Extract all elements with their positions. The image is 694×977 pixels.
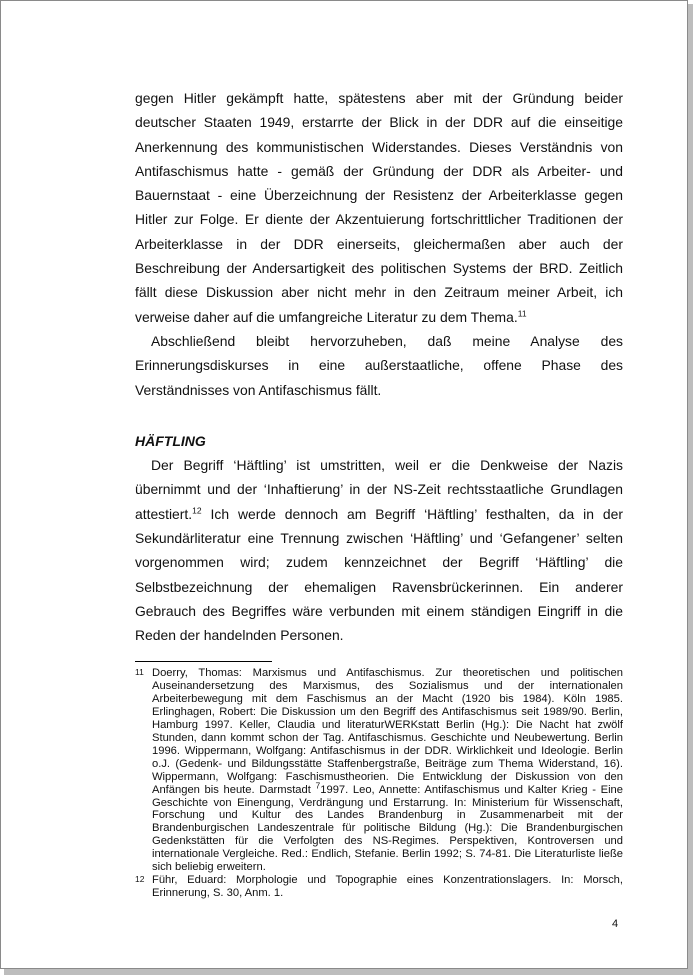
footnote-separator (135, 661, 272, 662)
paragraph-antifaschismus-ddr (135, 86, 623, 329)
footnote-11 (135, 667, 623, 874)
footnote-superscript: 7 (315, 779, 321, 790)
page-shadow-right (688, 4, 693, 971)
paragraph-text-part2: Ich werde dennoch am Begriff ‘Häftling’ festhalten, da in der Sekundärliteratur eine Trennung zwischen ‘Häftling’ und ‘Gefangener’ selten vorgenommen wird; zudem kennzeichnet der Begriff ‘Häftling’ die Selbstbezeichnung der ehemaligen Ravensbrückerinnen. Ein anderer Gebrauch des Begriffes wäre verbunden mit einem ständigen Eingriff in die Reden der handelnden Personen. (135, 505, 623, 644)
paragraph-abschliessend: Abschließend bleibt hervorzuheben, daß meine Analyse des Erinnerungsdiskurses in eine außerstaatliche, offene Phase des Verständnisses von Antifaschismus fällt. (135, 332, 623, 398)
section-heading-haeftling: HÄFTLING (135, 432, 206, 449)
paragraph-text-part1: Der Begriff ‘Häftling’ ist umstritten, weil er die Denkweise der Nazis übernimmt und der ‘Inhaftierung’ in der NS-Zeit rechtsstaatliche Grundlagen attestiert. (135, 457, 623, 522)
footnote-text: Führ, Eduard: Morphologie und Topographie eines Konzentrationslagers. In: Morsch, Erinnerung, S. 30, Anm. 1. (152, 874, 623, 900)
footnote-12 (135, 874, 623, 900)
page-body (135, 86, 623, 648)
footnote-ref-12[interactable]: 12 (192, 505, 202, 516)
footnote-text: Doerry, Thomas: Marxismus und Antifaschismus. Zur theoretischen und politischen Auseinandersetzung des Marxismus, des Sozialismus und der internationalen Arbeiterbewegung mit dem Faschismus an der Macht (1920 bis 1984). Köln 1985. Erlinghagen, Robert: Die Diskussion um den Begriff des Antifaschismus seit 1989/90. Berlin, Hamburg 1997. Keller, Claudia und literaturWERKstatt Berlin (Hg.): Die Nacht hat zwölf Stunden, dann kommt schon der Tag. Antifaschismus. Geschichte und Neubewertung. Berlin 1996. Wippermann, Wolfgang: Antifaschismus in der DDR. Wirklichkeit und Ideologie. Berlin o.J. (Gedenk- und Bildungsstätte Staffenbergstraße, Beiträge zum Thema Widerstand, 16). Wippermann, Wolfgang: Faschismustheorien. Die Entwicklung der Diskussion von den Anfängen bis heute. Darmstadt (152, 667, 623, 796)
footnote-number: 12 (135, 874, 145, 885)
footnote-number: 11 (135, 667, 144, 677)
footnotes-area (135, 661, 623, 900)
page-shadow-bottom (4, 969, 693, 975)
footnote-ref-11[interactable]: 11 (517, 308, 527, 319)
paragraph-haeftling (135, 453, 623, 647)
paragraph-text: gegen Hitler gekämpft hatte, spätestens aber mit der Gründung beider deutscher Staaten 1949, erstarrte der Blick in der DDR auf die einseitige Anerkennung des kommunistischen Widerstandes. Dieses Verständnis von Antifaschismus hatte - gemäß der Gründung der DDR als Arbeiter- und Bauernstaat - eine Überzeichnung der Resistenz der Arbeiterklasse gegen Hitler zur Folge. Er diente der Akzentuierung fortschrittlicher Traditionen der Arbeiterklasse in der DDR einerseits, gleichermaßen aber auch der Beschreibung der Andersartigkeit des politischen Systems der BRD. Zeitlich fällt diese Diskussion aber nicht mehr in den Zeitraum meiner Arbeit, ich verweise daher auf die umfangreiche Literatur zu dem Thema. (135, 90, 623, 325)
footnote-text-cont: 1997. Leo, Annette: Antifaschismus und Kalter Krieg - Eine Geschichte von Einengung, Verdrängung und Erstarrung. In: Ministerium für Wissenschaft, Forschung und Kultur des Landes Brandenburg in Zusammenarbeit mit der Brandenburgischen Landeszentrale für politische Bildung (Hg.): Die Brandenburgischen Gedenkstätten für die Verfolgten des NS-Regimes. Perspektiven, Kontroversen und internationale Vergleiche. Red.: Endlich, Stefanie. Berlin 1992; S. 74-81. Die Literaturliste ließe sich beliebig erweitern. (152, 783, 624, 874)
page-number: 4 (612, 918, 619, 930)
